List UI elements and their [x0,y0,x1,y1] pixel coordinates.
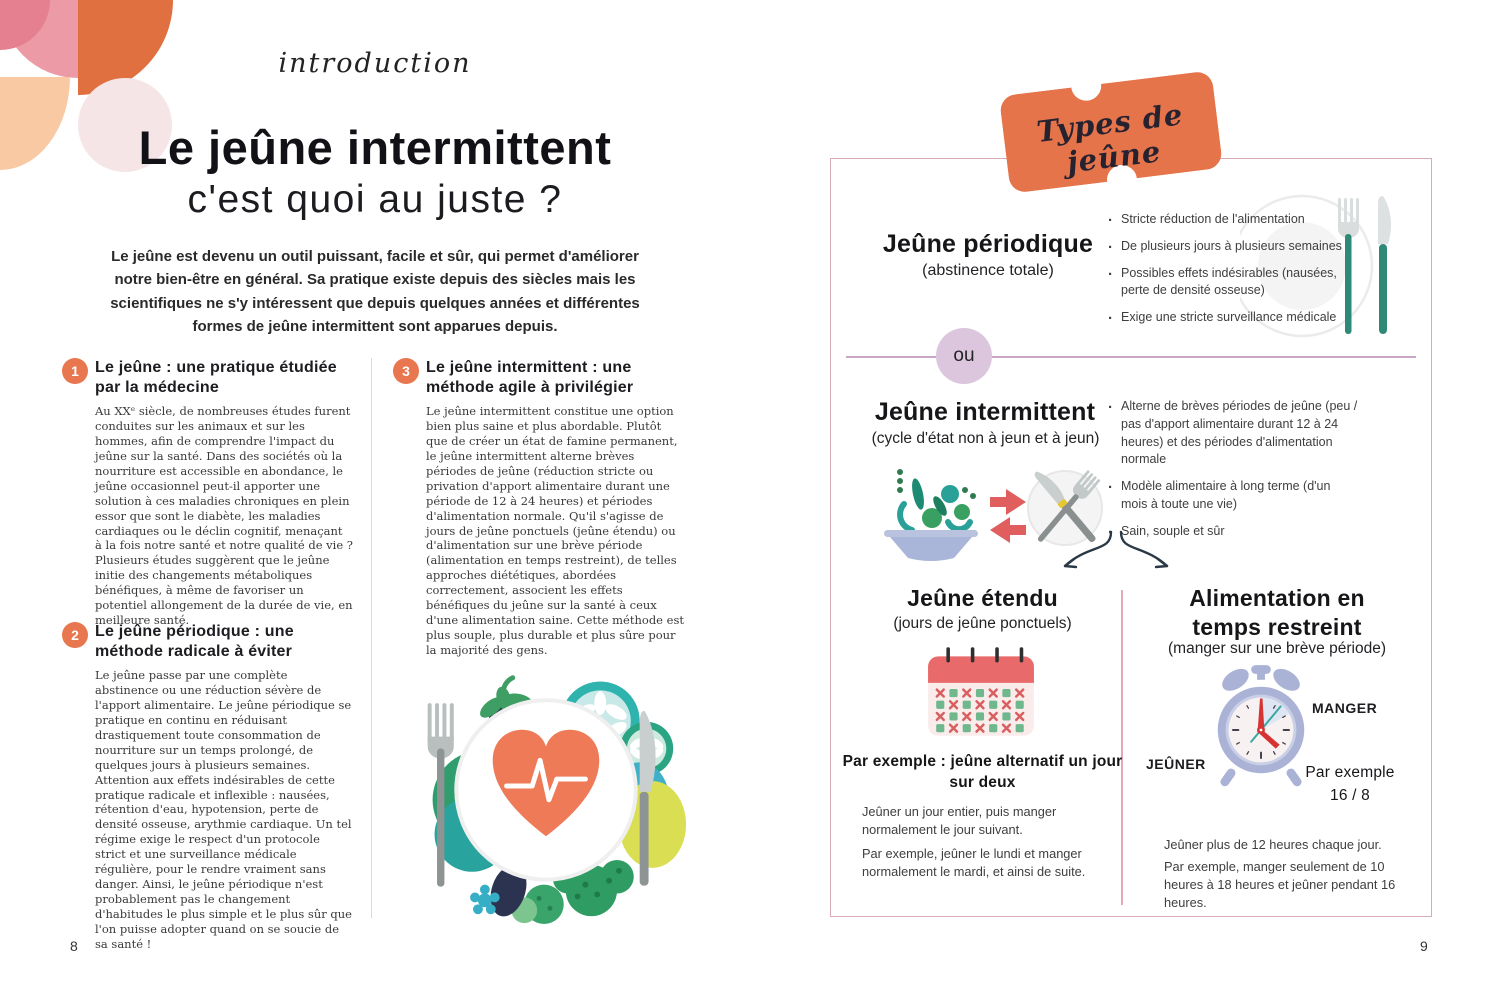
banner-label: Types de jeûne [1034,97,1185,180]
or-badge: ou [936,328,992,384]
intermittent-bullets [1108,398,1360,549]
or-divider-line [846,356,1416,358]
intermittent-title: Jeûne intermittent [874,398,1096,426]
periodic-bullet: · Exige une stricte surveillance médicale [1108,309,1356,327]
time-restricted-body-1: Jeûner plus de 12 heures chaque jour. [1164,837,1382,852]
kicker-introduction: introduction [278,48,472,79]
section-1-heading: Le jeûne : une pratique étudiée par la médecine [95,359,337,396]
eat-label: MANGER [1312,700,1378,716]
section-1-body: Au XXᵉ siècle, de nombreuses études furent conduites sur les animaux et sur les hommes, afin de comprendre l'impact du jeûne sur la santé. Dans des sociétés où la nourriture est accessible en abondance, le jeûne occasionnel peut-il apporter une solution à ces maladies chroniques en plein essor que sont le diabète, les maladies cardiaques ou le déclin cognitif, menaçant à la fois notre santé et notre qualité de vie ? Plusieurs études suggèrent que le jeûne initie des changements métaboliques bénéfiques, à même de favoriser un potentiel allongement de la durée de vie, en meilleure santé. [95,404,353,628]
extended-title: Jeûne étendu [907,585,1058,611]
section-1-number-badge: 1 [62,358,88,384]
extended-body-1: Jeûner un jour entier, puis manger normalement le jour suivant. [862,804,1057,838]
time-restricted-body-2: Par exemple, manger seulement de 10 heures à 18 heures et jeûner pendant 16 heures. [1164,859,1396,911]
section-2-body: Le jeûne passe par une complète abstinence ou une réduction sévère de l'apport alimentaire. Le jeûne périodique se pratique en continu en réduisant drastiquement toute consommation de nourriture sur un temps prolongé, de quelques jours à plusieurs semaines. Attention aux effets indésirables de cette pratique radicale et inflexible : nausées, rétention d'eau, hypotension, perte de densité osseuse, arythmie cardiaque. Un tel régime exige le respect d'un protocole strict et une surveillance médicale régulière, pour le rendre vraiment sans danger. Ainsi, le jeûne périodique n'est probablement pas le changement d'habitudes le plus simple et le plus sûr que l'on puisse adopter quand on se soucie de sa santé ! [95,668,352,951]
column-divider [371,358,372,918]
periodic-title: Jeûne périodique [882,230,1094,258]
extended-example-title: Par exemple : jeûne alternatif un jour sur deux [842,753,1123,791]
calendar-icon [925,642,1037,740]
intermittent-bullet: · Modèle alimentaire à long terme (d'un mois à toute une vie) [1108,478,1360,514]
healthy-plate-illustration [398,642,694,928]
page-number-right: 9 [1420,938,1428,954]
intermittent-bullet: · Alterne de brèves périodes de jeûne (peu / pas d'apport alimentaire durant 12 à 24 heures) et des périodes d'alimentation normale [1108,398,1360,469]
time-restricted-title: Alimentation en temps restreint [1189,585,1365,640]
section-2-heading: Le jeûne périodique : une méthode radicale à éviter [95,623,294,660]
page-title-line2: c'est quoi au juste ? [187,178,563,221]
split-arrows-icon [1043,528,1191,586]
exchange-arrows-icon [990,489,1026,543]
intro-paragraph: Le jeûne est devenu un outil puissant, facile et sûr, qui permet d'améliorer notre bien-être en général. Sa pratique existe depuis des siècles mais les scientifiques ne s'y intéressent que depuis quelques années et différentes formes de jeûne intermittent sont apparues depuis. [110,248,640,335]
periodic-subtitle: (abstinence totale) [922,262,1054,279]
section-3-heading: Le jeûne intermittent : une méthode agile à privilégier [426,359,634,396]
periodic-bullet: · De plusieurs jours à plusieurs semaines [1108,238,1356,256]
time-restricted-subtitle: (manger sur une brève période) [1168,640,1386,657]
intermittent-bullet: · Sain, souple et sûr [1108,523,1360,541]
periodic-bullet: · Stricte réduction de l'alimentation [1108,211,1356,229]
faded-knife-icon [1378,196,1391,334]
fast-label: JEÛNER [1146,756,1206,772]
bottom-column-divider [1121,590,1123,905]
extended-subtitle: (jours de jeûne ponctuels) [893,615,1072,632]
periodic-bullet: · Possibles effets indésirables (nausées, perte de densité osseuse) [1108,265,1356,301]
salad-bowl-icon [884,469,978,561]
page-title-line1: Le jeûne intermittent [138,121,612,174]
periodic-bullets [1108,211,1356,336]
section-2-number-badge: 2 [62,622,88,648]
section-3-body: Le jeûne intermittent constitue une option bien plus saine et plus abordable. Plutôt que de créer un état de famine permanent, le jeûne intermittent alterne brèves périodes de jeûne (réduction stricte ou privation d'apport alimentaire durant une période de 12 à 24 heures) et périodes d'alimentation normale. Qu'il s'agisse de jours de jeûne ponctuels (jeûne étendu) ou d'alimentation sur une brève période (alimentation en temps restreint), de telles approches diététiques, abordées correctement, associent les effets bénéfiques du jeûne sur la santé à ceux d'une alimentation saine. Cette méthode est plus souple, plus durable et plus sûre pour la majorité des gens. [426,404,684,657]
ratio-value: 16 / 8 [1330,787,1370,804]
intermittent-subtitle: (cycle d'état non à jeun et à jeun) [871,430,1100,447]
page-number-left: 8 [70,938,78,954]
extended-body-2: Par exemple, jeûner le lundi et manger normalement le mardi, et ainsi de suite. [862,846,1086,880]
section-3-number-badge: 3 [393,358,419,384]
ratio-example-label: Par exemple [1305,764,1395,781]
